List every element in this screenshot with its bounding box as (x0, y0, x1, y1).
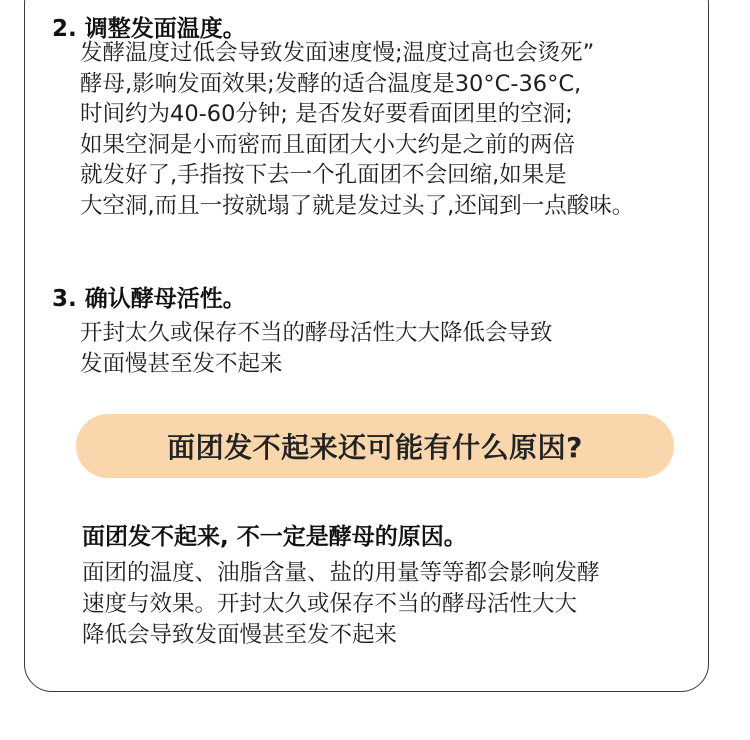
section-2-heading: 2. 调整发面温度。 (52, 16, 246, 42)
question-banner (76, 414, 674, 478)
answer-body: 面团的温度、油脂含量、盐的用量等等都会影响发酵 速度与效果。开封太久或保存不当的酵母活性大大 降低会导致发面慢甚至发不起来 (82, 560, 600, 648)
question-banner-text: 面团发不起来还可能有什么原因? (167, 431, 583, 464)
section-3-heading: 3. 确认酵母活性。 (52, 286, 246, 312)
section-2-body: 发酵温度过低会导致发面速度慢;温度过高也会烫死” 酵母,影响发面效果;发酵的适合温度是30°C-36°C, 时间约为40-60分钟; 是否发好要看面团里的空洞; 如果空洞是小而密而且面团大小大约是之前的两倍 就发好了,手指按下去一个孔面团不会回缩,如果是 大空洞,而且一按就塌了就是发过头了,还闻到一点酸味。 (80, 40, 635, 219)
section-3-body: 开封太久或保存不当的酵母活性大大降低会导致 发面慢甚至发不起来 (80, 320, 553, 377)
answer-heading: 面团发不起来, 不一定是酵母的原因。 (82, 524, 467, 550)
